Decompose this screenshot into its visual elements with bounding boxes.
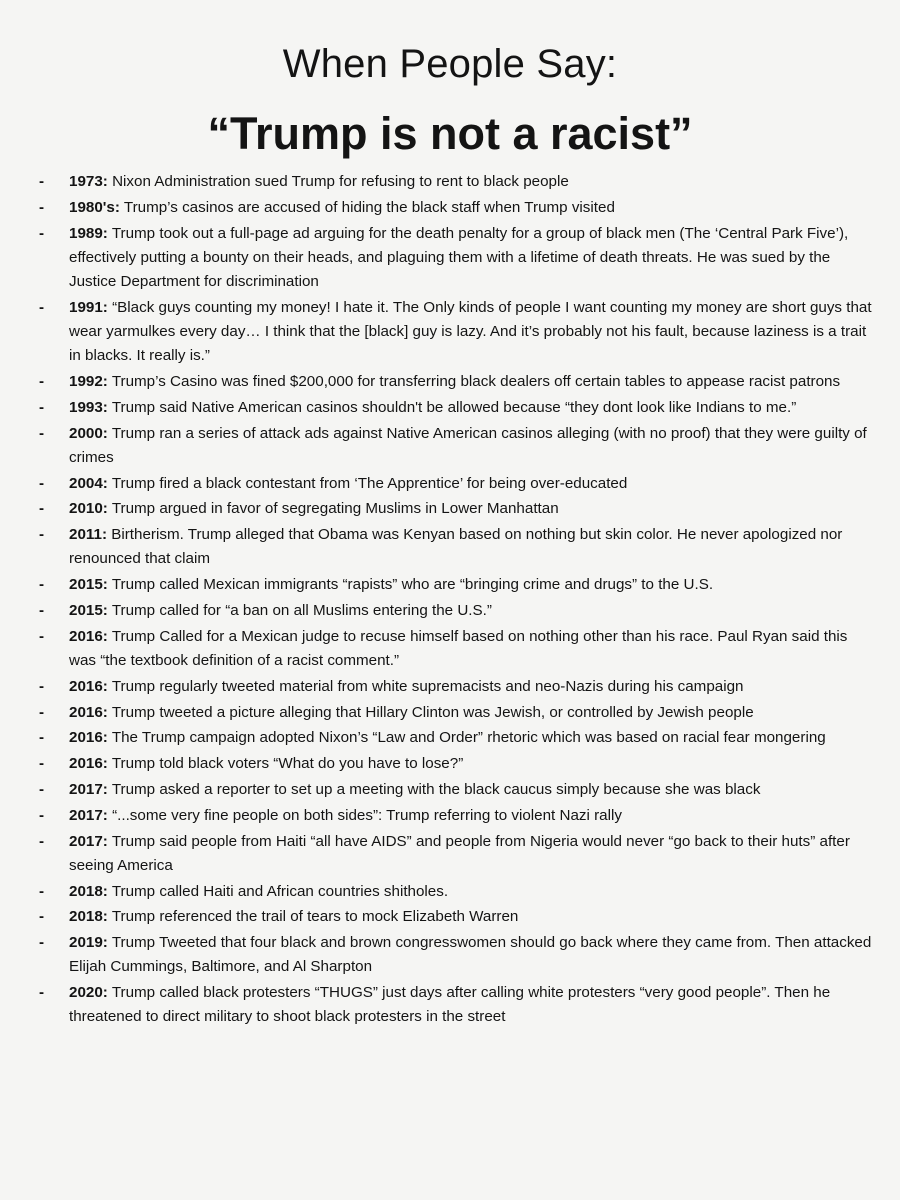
list-item [0,880,900,904]
item-text: Trump called Haiti and African countries shitholes. [111,882,449,900]
bullet-dash: - [39,526,45,544]
list-item [0,599,900,623]
item-text: Trump Called for a Mexican judge to recuse himself based on nothing other than his race. Paul Ryan said this was “the textbook definition of a racist comment.” [69,627,848,669]
list-item [0,625,900,673]
item-year: 2017: [69,780,108,798]
bullet-dash: - [39,474,45,492]
list-item [0,675,900,699]
bullet-dash: - [39,424,45,442]
item-year: 1993: [69,398,108,416]
list-item [0,752,900,776]
item-text: “...some very fine people on both sides”: Trump referring to violent Nazi rally [112,806,622,824]
item-text: Trump tweeted a picture alleging that Hillary Clinton was Jewish, or controlled by Jewish people [111,703,754,721]
item-text: Trump called black protesters “THUGS” just days after calling white protesters “very good people”. Then he threatened to direct military to shoot black protesters in the street [69,984,831,1026]
item-text: Trump called for “a ban on all Muslims entering the U.S.” [111,601,492,619]
list-item [0,701,900,725]
list-item [0,196,900,220]
list-item [0,170,900,194]
item-year: 2017: [69,832,108,850]
item-year: 2020: [69,984,108,1002]
list-item [0,370,900,394]
list-item [0,931,900,979]
item-year: 2016: [69,677,108,695]
bullet-dash: - [39,373,45,390]
item-year: 1973: [69,173,108,190]
heading-line-2: “Trump is not a racist” [207,108,693,159]
bullet-dash: - [39,703,45,721]
item-text: Trump referenced the trail of tears to mock Elizabeth Warren [111,908,519,926]
item-text: Birtherism. Trump alleged that Obama was Kenyan based on nothing but skin color. He never apologized nor renounced that claim [69,526,843,568]
list-item [0,472,900,496]
bullet-dash: - [39,755,45,773]
heading-line-1: When People Say: [282,42,618,86]
bullet-dash: - [39,224,45,242]
item-year: 2016: [69,755,108,773]
bullet-dash: - [39,398,45,416]
item-year: 2018: [69,882,108,900]
item-text: Trump’s casinos are accused of hiding the black staff when Trump visited [123,198,615,216]
list-item [0,804,900,828]
bullet-dash: - [39,882,45,900]
item-text: Trump argued in favor of segregating Muslims in Lower Manhattan [111,500,559,518]
list-item [0,396,900,420]
bullet-dash: - [39,298,45,316]
bullet-dash: - [39,729,45,747]
item-text: Trump regularly tweeted material from white supremacists and neo-Nazis during his campaign [111,677,744,695]
item-text: Trump said Native American casinos shouldn't be allowed because “they dont look like Indians to me.” [111,398,797,416]
item-year: 1991: [69,298,108,316]
list-item [0,222,900,295]
item-year: 2004: [69,474,108,492]
item-year: 2018: [69,908,108,926]
item-text: Trump asked a reporter to set up a meeting with the black caucus simply because she was black [111,780,761,798]
item-text: Nixon Administration sued Trump for refusing to rent to black people [112,173,569,190]
item-text: Trump called Mexican immigrants “rapists” who are “bringing crime and drugs” to the U.S. [111,576,714,594]
bullet-dash: - [39,806,45,824]
list-item [0,778,900,802]
bullet-dash: - [39,908,45,926]
list-item [0,422,900,470]
bullet-dash: - [39,576,45,594]
item-text: The Trump campaign adopted Nixon’s “Law and Order” rhetoric which was based on racial fear mongering [111,729,826,747]
item-year: 1989: [69,224,108,242]
item-text: Trump took out a full-page ad arguing for the death penalty for a group of black men (The ‘Central Park Five’), effectively putting a bounty on their heads, and plaguing them with a lifetime of death threats. He was sued by the Justice Department for discrimination [69,224,849,290]
list-item [0,523,900,571]
bullet-dash: - [39,173,45,190]
item-year: 2011: [69,526,108,544]
item-year: 2016: [69,703,108,721]
item-text: Trump told black voters “What do you have to lose?” [111,755,464,773]
item-year: 1992: [69,373,108,390]
bullet-dash: - [39,984,45,1002]
item-text: Trump’s Casino was fined $200,000 for transferring black dealers off certain tables to appease racist patrons [111,373,841,390]
bullet-dash: - [39,601,45,619]
item-year: 2010: [69,500,108,518]
item-year: 2016: [69,729,108,747]
item-year: 2017: [69,806,108,824]
list-item [0,573,900,597]
item-text: “Black guys counting my money! I hate it. The Only kinds of people I want counting my money are short guys that wear yarmulkes every day… I think that the [black] guy is lazy. And it’s probably not his fault, because laziness is a trait in blacks. It really is.” [69,298,872,365]
list-item [0,830,900,878]
item-year: 2015: [69,576,108,594]
item-text: Trump Tweeted that four black and brown congresswomen should go back where they came from. Then attacked Elijah Cummings, Baltimore, and Al Sharpton [69,934,872,976]
bullet-dash: - [39,677,45,695]
list-item [0,726,900,750]
item-year: 2000: [69,424,108,442]
list-item [0,497,900,521]
item-year: 2015: [69,601,108,619]
item-year: 1980's: [69,198,120,216]
item-text: Trump fired a black contestant from ‘The Apprentice’ for being over-educated [111,474,628,492]
bullet-dash: - [39,934,45,952]
list-item [0,296,900,369]
list-item [0,981,900,1029]
timeline-list [0,170,900,1031]
list-item [0,905,900,929]
item-text: Trump ran a series of attack ads against Native American casinos alleging (with no proof) that they were guilty of crimes [69,424,867,466]
bullet-dash: - [39,627,45,645]
item-year: 2016: [69,627,108,645]
bullet-dash: - [39,780,45,798]
bullet-dash: - [39,500,45,518]
item-text: Trump said people from Haiti “all have AIDS” and people from Nigeria would never “go back to their huts” after seeing America [69,832,850,874]
bullet-dash: - [39,198,45,216]
item-year: 2019: [69,934,108,952]
bullet-dash: - [39,832,45,850]
